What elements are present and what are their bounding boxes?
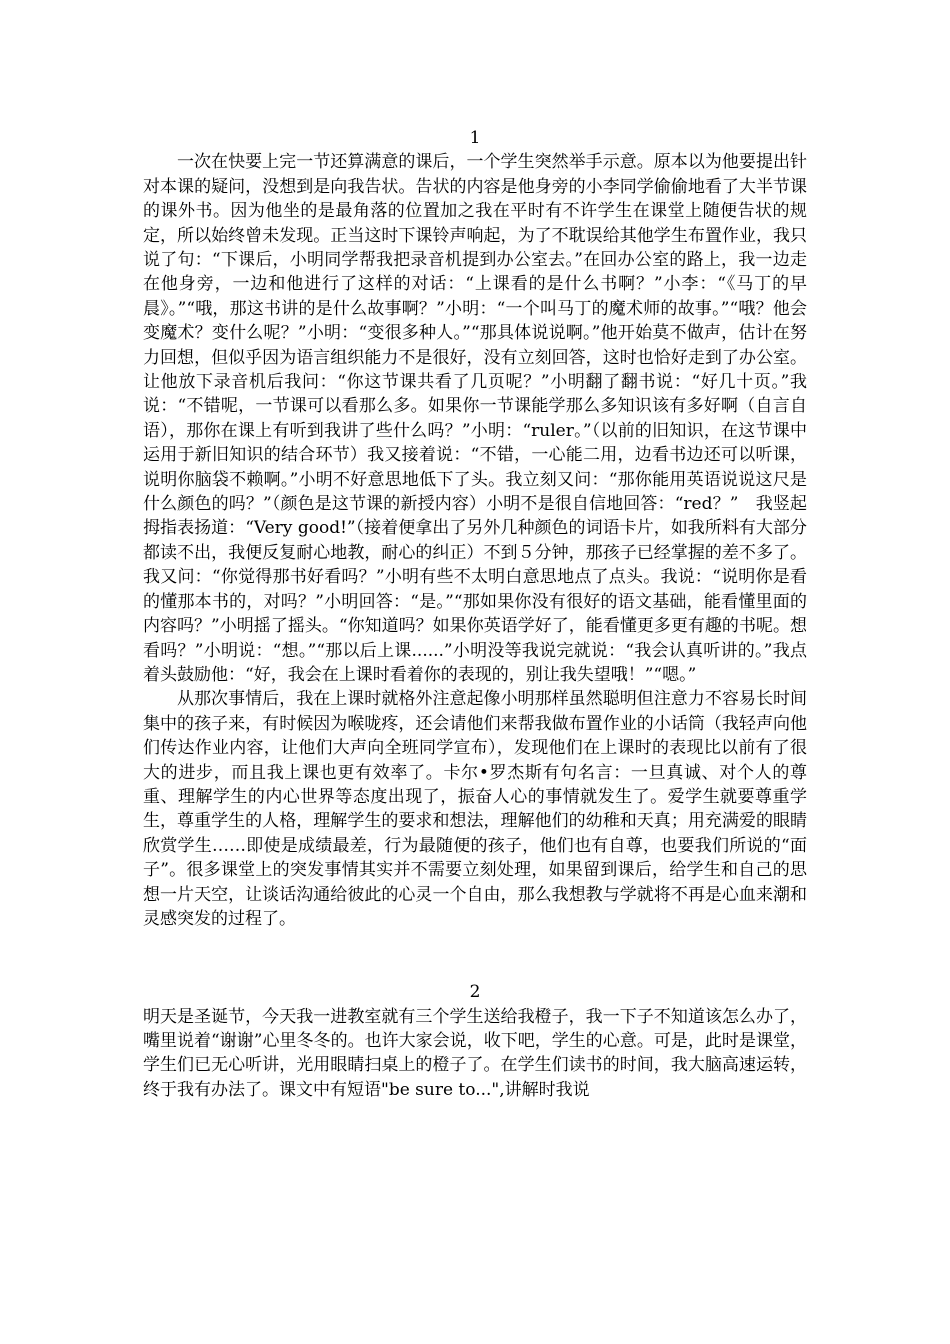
paragraph: 明天是圣诞节，今天我一进教室就有三个学生送给我橙子，我一下子不知道该怎么办了，嘴里说着“谢谢”心里冬冬的。也许大家会说，收下吧，学生的心意。可是，此时是课堂，学生们已无心听讲，光用眼睛扫桌上的橙子了。在学生们读书的时间，我大脑高速运转，终于我有办法了。课文中有短语"be sure to...",讲解时我说 (143, 1006, 807, 1100)
section-2 (143, 980, 807, 1102)
section-spacer (143, 931, 807, 980)
paragraph: 从那次事情后，我在上课时就格外注意起像小明那样虽然聪明但注意力不容易长时间集中的孩子来，有时候因为喉咙疼，还会请他们来帮我做布置作业的小话筒（我轻声向他们传达作业内容，让他们大声向全班同学宣布），发现他们在上课时的表现比以前有了很大的进步，而且我上课也更有效率了。卡尔•罗杰斯有句名言：一旦真诚、对个人的尊重、理解学生的内心世界等态度出现了，振奋人心的事情就发生了。爱学生就要尊重学生，尊重学生的人格，理解学生的要求和想法，理解他们的幼稚和天真；用充满爱的眼睛欣赏学生……即使是成绩最差，行为最随便的孩子，他们也有自尊，也要我们所说的“面子”。很多课堂上的突发事情其实并不需要立刻处理，如果留到课后，给学生和自己的思想一片天空，让谈话沟通给彼此的心灵一个自由，那么我想教与学就将不再是心血来潮和灵感突发的过程了。 (143, 689, 807, 929)
section-1 (143, 126, 807, 931)
paragraph: 一次在快要上完一节还算满意的课后，一个学生突然举手示意。原本以为他要提出针对本课的疑问，没想到是向我告状。告状的内容是他身旁的小李同学偷偷地看了大半节课的课外书。因为他坐的是最角落的位置加之我在平时有不许学生在课堂上随便告状的规定，所以始终曾未发现。正当这时下课铃声响起，为了不耽误给其他学生布置作业，我只说了句：“下课后，小明同学帮我把录音机提到办公室去。”在回办公室的路上，我一边走在他身旁，一边和他进行了这样的对话：“上课看的是什么书啊？”小李：“《马丁的早晨》。”“哦，那这书讲的是什么故事啊？”小明：“一个叫马丁的魔术师的故事。”“哦？他会变魔术？变什么呢？”小明：“变很多种人。”“那具体说说啊。”他开始莫不做声，估计在努力回想，但似乎因为语言组织能力不是很好，没有立刻回答，这时也恰好走到了办公室。让他放下录音机后我问：“你这节课共看了几页呢？”小明翻了翻书说：“好几十页。”我说：“不错呢，一节课可以看那么多。如果你一节课能学那么多知识该有多好啊（自言自语），那你在课上有听到我讲了些什么吗？”小明：“ruler。”（以前的旧知识，在这节课中运用于新旧知识的结合环节）我又接着说：“不错，一心能二用，边看书边还可以听课，说明你脑袋不赖啊。”小明不好意思地低下了头。我立刻又问：“那你能用英语说说这尺是什么颜色的吗？”（颜色是这节课的新授内容）小明不是很自信地回答：“red？” 我竖起拇指表扬道：“Very good!”（接着便拿出了另外几种颜色的词语卡片，如我所料有大部分都读不出，我便反复耐心地教，耐心的纠正）不到５分钟，那孩子已经掌握的差不多了。我又问：“你觉得那书好看吗？”小明有些不太明白意思地点了点头。我说：“说明你是看的懂那本书的，对吗？”小明回答：“是。”“那如果你没有很好的语文基础，能看懂里面的内容吗？”小明摇了摇头。“你知道吗？如果你英语学好了，能看懂更多更有趣的书呢。想看吗？”小明说：“想。”“那以后上课......”小明没等我说完就说：“我会认真听讲的。”我点着头鼓励他：“好，我会在上课时看着你的表现的，别让我失望哦！”“嗯。” (143, 152, 807, 685)
document-page (143, 126, 807, 1102)
section-number: 1 (469, 128, 481, 148)
section-number: 2 (469, 982, 481, 1003)
